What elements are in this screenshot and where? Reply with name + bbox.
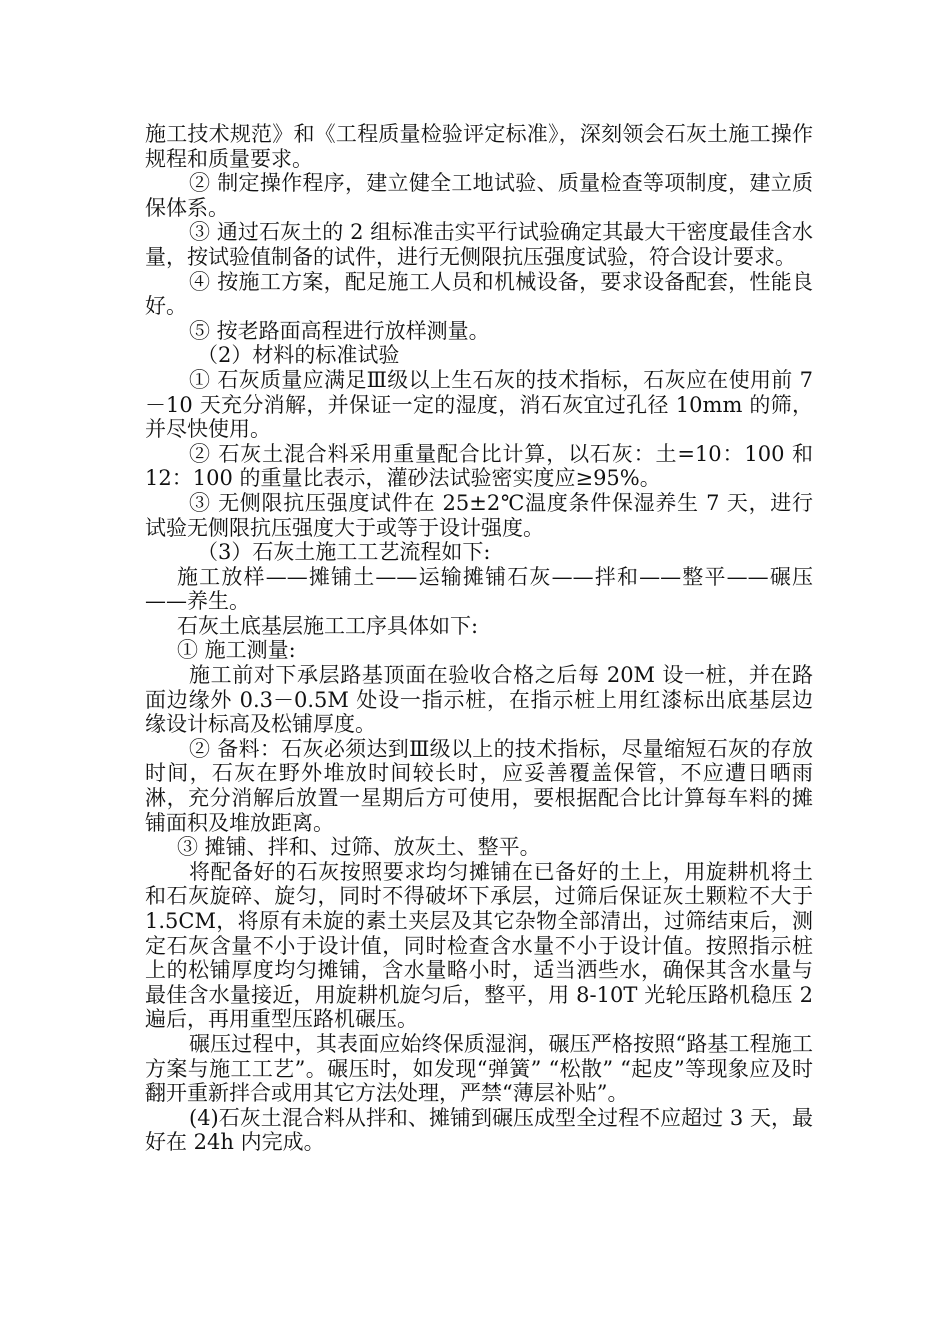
paragraph-standards-study: 施工技术规范》和《工程质量检验评定标准》，深刻领会石灰土施工操作规程和质量要求。 — [145, 122, 813, 171]
paragraph-strength-test: ③ 无侧限抗压强度试件在 25±2℃温度条件保湿养生 7 天，进行试验无侧限抗压强度大于或等于设计强度。 — [145, 490, 813, 540]
section-heading-process-flow: （3）石灰土施工工艺流程如下: — [197, 540, 491, 565]
paragraph-compaction-test: ③ 通过石灰土的 2 组标准击实平行试验确定其最大干密度最佳含水量，按试验值制备的试件，进行无侧限抗压强度试验，符合设计要求。 — [145, 220, 813, 269]
paragraph-subbase-steps-intro: 石灰土底基层施工工序具体如下: — [177, 613, 479, 638]
step-heading-survey: ① 施工测量: — [177, 638, 296, 663]
paragraph-process-sequence: 施工放样——摊铺土——运输摊铺石灰——拌和——整平——碾压——养生。 — [145, 564, 813, 614]
paragraph-rolling: 碾压过程中，其表面应始终保质湿润，碾压严格按照“路基工程施工方案与施工工艺”。碾压时，如发现“弹簧” “松散” “起皮”等现象应及时翻开重新拌合或用其它方法处理，严禁“薄层补贴”。 — [145, 1031, 813, 1106]
section-heading-material-tests: （2）材料的标准试验 — [197, 343, 400, 368]
paragraph-mix-ratio: ② 石灰土混合料采用重量配合比计算，以石灰：土=10：100 和 12：100 的重量比表示，灌砂法试验密实度应≥95%。 — [145, 441, 813, 491]
document-body — [145, 122, 813, 1155]
paragraph-survey-details: 施工前对下承层路基顶面在验收合格之后每 20M 设一桩，并在路面边缘外 0.3－0.5M 处设一指示桩，在指示桩上用红漆标出底基层边缘设计标高及松铺厚度。 — [145, 663, 813, 737]
paragraph-procedures: ② 制定操作程序，建立健全工地试验、质量检查等项制度，建立质保体系。 — [145, 171, 813, 220]
paragraph-lime-quality: ① 石灰质量应满足Ⅲ级以上生石灰的技术指标，石灰应在使用前 7－10 天充分消解，并保证一定的湿度，消石灰宜过孔径 10mm 的筛，并尽快使用。 — [145, 367, 813, 442]
paragraph-time-limit: (4)石灰土混合料从拌和、摊铺到碾压成型全过程不应超过 3 天，最好在 24h 内完成。 — [145, 1105, 813, 1155]
paragraph-spreading-details: 将配备好的石灰按照要求均匀摊铺在已备好的土上，用旋耕机将土和石灰旋碎、旋匀，同时不得破坏下承层，过筛后保证灰土颗粒不大于 1.5CM，将原有未旋的素土夹层及其它杂物全部清出，过筛结束后，测定石灰含量不小于设计值，同时检查含水量不小于设计值。按照指示桩上的松铺厚度均匀摊铺，含水量略小时，适当洒些水，确保其含水量与最佳含水量接近，用旋耕机旋匀后，整平，用 8-10T 光轮压路机稳压 2 遍后，再用重型压路机碾压。 — [145, 859, 813, 1032]
step-heading-spreading: ③ 摊铺、拌和、过筛、放灰土、整平。 — [177, 835, 541, 860]
paragraph-staffing: ④ 按施工方案，配足施工人员和机械设备，要求设备配套，性能良好。 — [145, 269, 813, 319]
paragraph-material-preparation: ② 备料：石灰必须达到Ⅲ级以上的技术指标，尽量缩短石灰的存放时间，石灰在野外堆放时间较长时，应妥善覆盖保管，不应遭日晒雨淋，充分消解后放置一星期后方可使用，要根据配合比计算每车料的摊铺面积及堆放距离。 — [145, 736, 813, 835]
paragraph-survey: ⑤ 按老路面高程进行放样测量。 — [189, 318, 490, 343]
